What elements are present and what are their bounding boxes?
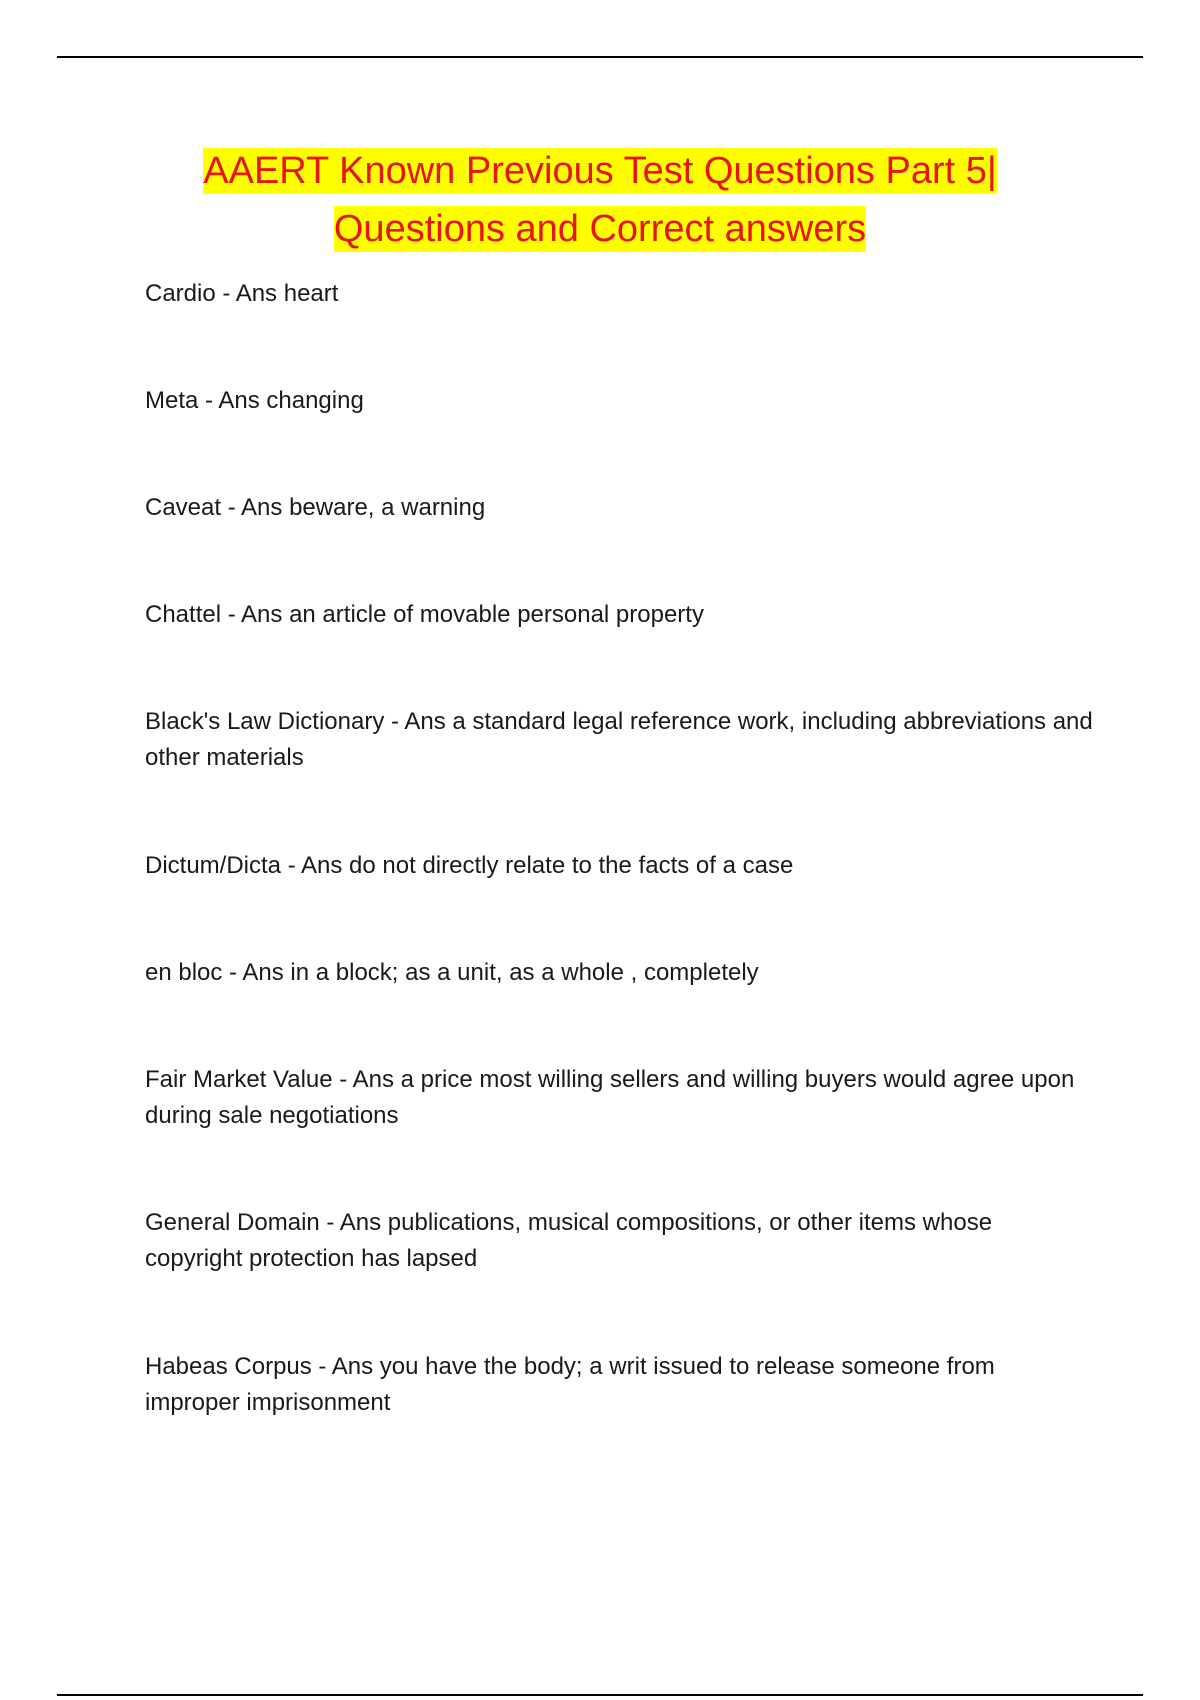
bottom-rule	[57, 1694, 1143, 1696]
qa-item-cardio: Cardio - Ans heart	[145, 280, 339, 307]
qa-item-meta: Meta - Ans changing	[145, 387, 364, 414]
qa-item-general-domain: General Domain - Ans publications, musical compositions, or other items whose copyright protection has lapsed	[145, 1209, 993, 1272]
document-title	[0, 142, 1200, 258]
qa-item-fair-market-value: Fair Market Value - Ans a price most willing sellers and willing buyers would agree upon during sale negotiations	[145, 1066, 1075, 1129]
qa-item-caveat: Caveat - Ans beware, a warning	[145, 494, 486, 521]
qa-item-en-bloc: en bloc - Ans in a block; as a unit, as a whole , completely	[145, 959, 759, 986]
title-line-2: Questions and Correct answers	[333, 208, 867, 250]
qa-item-dictum-dicta: Dictum/Dicta - Ans do not directly relate to the facts of a case	[145, 852, 794, 879]
qa-item-blacks-law-dictionary: Black's Law Dictionary - Ans a standard legal reference work, including abbreviations and other materials	[145, 708, 1093, 771]
top-rule	[57, 56, 1143, 58]
qa-item-chattel: Chattel - Ans an article of movable personal property	[145, 601, 704, 628]
title-line-1: AAERT Known Previous Test Questions Part 5|	[203, 150, 997, 192]
qa-item-habeas-corpus: Habeas Corpus - Ans you have the body; a writ issued to release someone from improper imprisonment	[145, 1353, 995, 1416]
